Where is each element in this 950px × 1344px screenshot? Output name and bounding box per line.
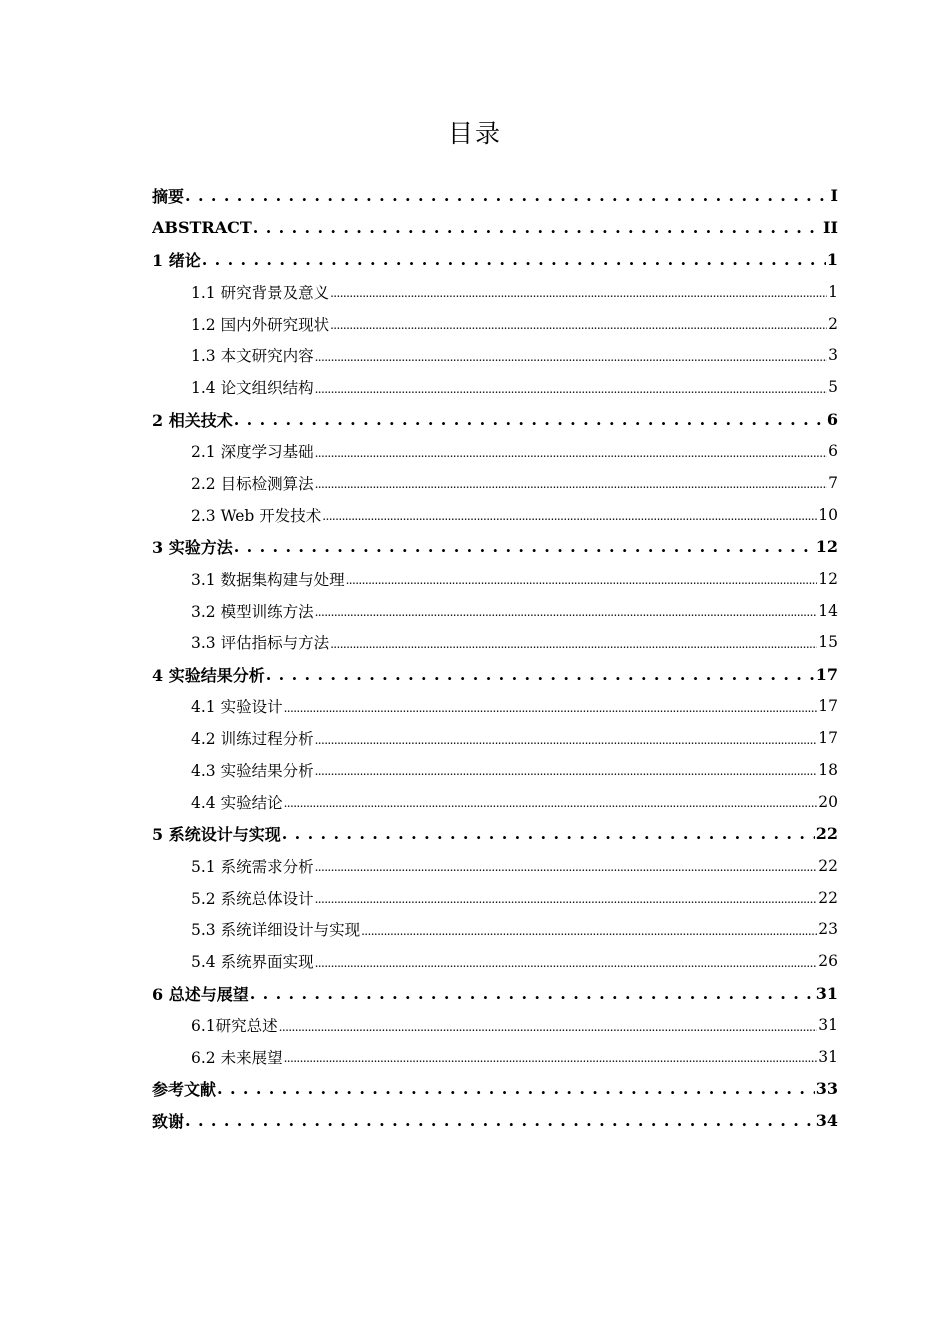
toc-section-entry[interactable] — [152, 913, 838, 945]
toc-entry-label: 致谢 — [152, 1112, 185, 1132]
toc-section-entry[interactable] — [152, 786, 838, 818]
toc-page-number: 6 — [828, 442, 838, 461]
toc-section-entry[interactable] — [152, 499, 838, 531]
toc-section-entry[interactable] — [152, 1041, 838, 1073]
toc-chapter-entry[interactable] — [152, 1073, 838, 1105]
toc-chapter-entry[interactable] — [152, 1105, 838, 1137]
toc-dot-leader — [315, 350, 828, 364]
toc-section-entry[interactable] — [152, 945, 838, 977]
toc-dot-leader — [282, 824, 815, 843]
toc-dot-leader — [266, 665, 815, 684]
toc-entry-label: 4.2 训练过程分析 — [191, 730, 314, 749]
toc-section-entry[interactable] — [152, 754, 838, 786]
toc-entry-label: 1 绪论 — [152, 251, 201, 271]
toc-dot-leader — [202, 250, 826, 269]
toc-page-number: 17 — [815, 664, 838, 684]
toc-entry-label: 5.3 系统详细设计与实现 — [191, 921, 361, 940]
toc-entry-label: 4.4 实验结论 — [191, 793, 283, 812]
toc-section-entry[interactable] — [152, 1009, 838, 1041]
toc-entry-label: 4.3 实验结果分析 — [191, 761, 314, 780]
toc-section-entry[interactable] — [152, 882, 838, 914]
toc-page-number: 2 — [828, 314, 838, 333]
toc-entry-label: 3.2 模型训练方法 — [191, 602, 314, 621]
toc-page-number: 31 — [815, 983, 838, 1003]
toc-page-number: 3 — [828, 346, 838, 365]
toc-page-number: 14 — [818, 601, 838, 620]
toc-chapter-entry[interactable] — [152, 212, 838, 244]
toc-page-number: 17 — [818, 697, 838, 716]
toc-page-number: 10 — [818, 505, 838, 524]
toc-section-entry[interactable] — [152, 276, 838, 308]
toc-section-entry[interactable] — [152, 308, 838, 340]
toc-entry-label: 1.3 本文研究内容 — [191, 347, 314, 366]
toc-section-entry[interactable] — [152, 850, 838, 882]
toc-section-entry[interactable] — [152, 435, 838, 467]
toc-page-number: 18 — [818, 760, 838, 779]
toc-page-number: 34 — [815, 1111, 838, 1131]
toc-entry-label: 6 总述与展望 — [152, 984, 249, 1004]
toc-dot-leader — [279, 1020, 818, 1034]
toc-page-number: 1 — [826, 250, 838, 270]
toc-chapter-entry[interactable] — [152, 244, 838, 276]
page-title: 目录 — [447, 119, 502, 148]
toc-entry-label: 5.4 系统界面实现 — [191, 953, 314, 972]
toc-dot-leader — [315, 605, 818, 619]
toc-page-number: 33 — [815, 1079, 838, 1099]
toc-dot-leader — [315, 764, 818, 778]
toc-dot-leader — [234, 537, 815, 556]
toc-entry-label: 2.2 目标检测算法 — [191, 474, 314, 493]
toc-chapter-entry[interactable] — [152, 818, 838, 850]
toc-page-number: 12 — [818, 569, 838, 588]
toc-page-number: 7 — [828, 473, 838, 492]
toc-entry-label: 摘要 — [152, 187, 185, 207]
toc-page-number: 6 — [826, 409, 838, 429]
toc-entry-label: 3.3 评估指标与方法 — [191, 634, 330, 653]
toc-entry-label: 4 实验结果分析 — [152, 665, 265, 685]
toc-dot-leader — [330, 318, 827, 332]
toc-page-number: 5 — [828, 378, 838, 397]
toc-section-entry[interactable] — [152, 371, 838, 403]
toc-page-number: 15 — [818, 633, 838, 652]
toc-page-number: I — [830, 186, 838, 206]
toc-dot-leader — [234, 410, 826, 429]
toc-dot-leader — [185, 186, 830, 205]
toc-entry-label: 1.2 国内外研究现状 — [191, 315, 330, 334]
toc-entry-label: 2.1 深度学习基础 — [191, 443, 314, 462]
toc-entry-label: 2.3 Web 开发技术 — [191, 506, 322, 525]
toc-page-number: 26 — [818, 952, 838, 971]
toc-chapter-entry[interactable] — [152, 977, 838, 1009]
toc-dot-leader — [250, 984, 815, 1003]
toc-dot-leader — [330, 286, 827, 300]
toc-entry-label: 1.4 论文组织结构 — [191, 379, 314, 398]
toc-dot-leader — [315, 477, 828, 491]
toc-dot-leader — [284, 796, 818, 810]
toc-entry-label: 参考文献 — [152, 1080, 217, 1100]
toc-dot-leader — [284, 1051, 818, 1065]
toc-entry-label: 5.2 系统总体设计 — [191, 889, 314, 908]
table-of-contents — [152, 180, 838, 1137]
toc-page-number: 22 — [815, 824, 838, 844]
toc-section-entry[interactable] — [152, 690, 838, 722]
toc-page-number: II — [823, 218, 838, 238]
toc-dot-leader — [361, 924, 817, 938]
toc-dot-leader — [315, 733, 818, 747]
toc-entry-label: 5 系统设计与实现 — [152, 825, 281, 845]
toc-entry-label: 6.1研究总述 — [191, 1017, 278, 1036]
toc-dot-leader — [315, 446, 828, 460]
toc-page-number: 12 — [815, 537, 838, 557]
toc-entry-label: 4.1 实验设计 — [191, 698, 283, 717]
toc-page-number: 20 — [818, 792, 838, 811]
toc-page-number: 31 — [818, 1016, 838, 1035]
toc-entry-label: 6.2 未来展望 — [191, 1048, 283, 1067]
toc-section-entry[interactable] — [152, 467, 838, 499]
toc-entry-label: 3 实验方法 — [152, 538, 233, 558]
toc-section-entry[interactable] — [152, 722, 838, 754]
toc-dot-leader — [346, 573, 818, 587]
toc-chapter-entry[interactable] — [152, 180, 838, 212]
toc-page-number: 17 — [818, 729, 838, 748]
toc-entry-label: 5.1 系统需求分析 — [191, 857, 314, 876]
toc-page-number: 23 — [818, 920, 838, 939]
toc-entry-label: 3.1 数据集构建与处理 — [191, 570, 345, 589]
toc-chapter-entry[interactable] — [152, 531, 838, 563]
toc-dot-leader — [315, 956, 818, 970]
toc-dot-leader — [315, 892, 818, 906]
toc-dot-leader — [322, 509, 817, 523]
toc-page-number: 22 — [818, 856, 838, 875]
toc-dot-leader — [330, 637, 817, 651]
toc-page-number: 22 — [818, 888, 838, 907]
toc-dot-leader — [315, 860, 818, 874]
toc-entry-label: 1.1 研究背景及意义 — [191, 283, 330, 302]
toc-section-entry[interactable] — [152, 595, 838, 627]
toc-chapter-entry[interactable] — [152, 403, 838, 435]
toc-page-number: 1 — [828, 282, 838, 301]
toc-entry-label: ABSTRACT — [152, 218, 252, 238]
toc-section-entry[interactable] — [152, 339, 838, 371]
toc-dot-leader — [185, 1111, 815, 1130]
toc-section-entry[interactable] — [152, 563, 838, 595]
toc-entry-label: 2 相关技术 — [152, 410, 233, 430]
toc-section-entry[interactable] — [152, 626, 838, 658]
toc-dot-leader — [315, 382, 828, 396]
toc-dot-leader — [253, 218, 822, 237]
toc-dot-leader — [284, 701, 818, 715]
toc-page-number: 31 — [818, 1047, 838, 1066]
toc-dot-leader — [217, 1079, 815, 1098]
toc-chapter-entry[interactable] — [152, 658, 838, 690]
